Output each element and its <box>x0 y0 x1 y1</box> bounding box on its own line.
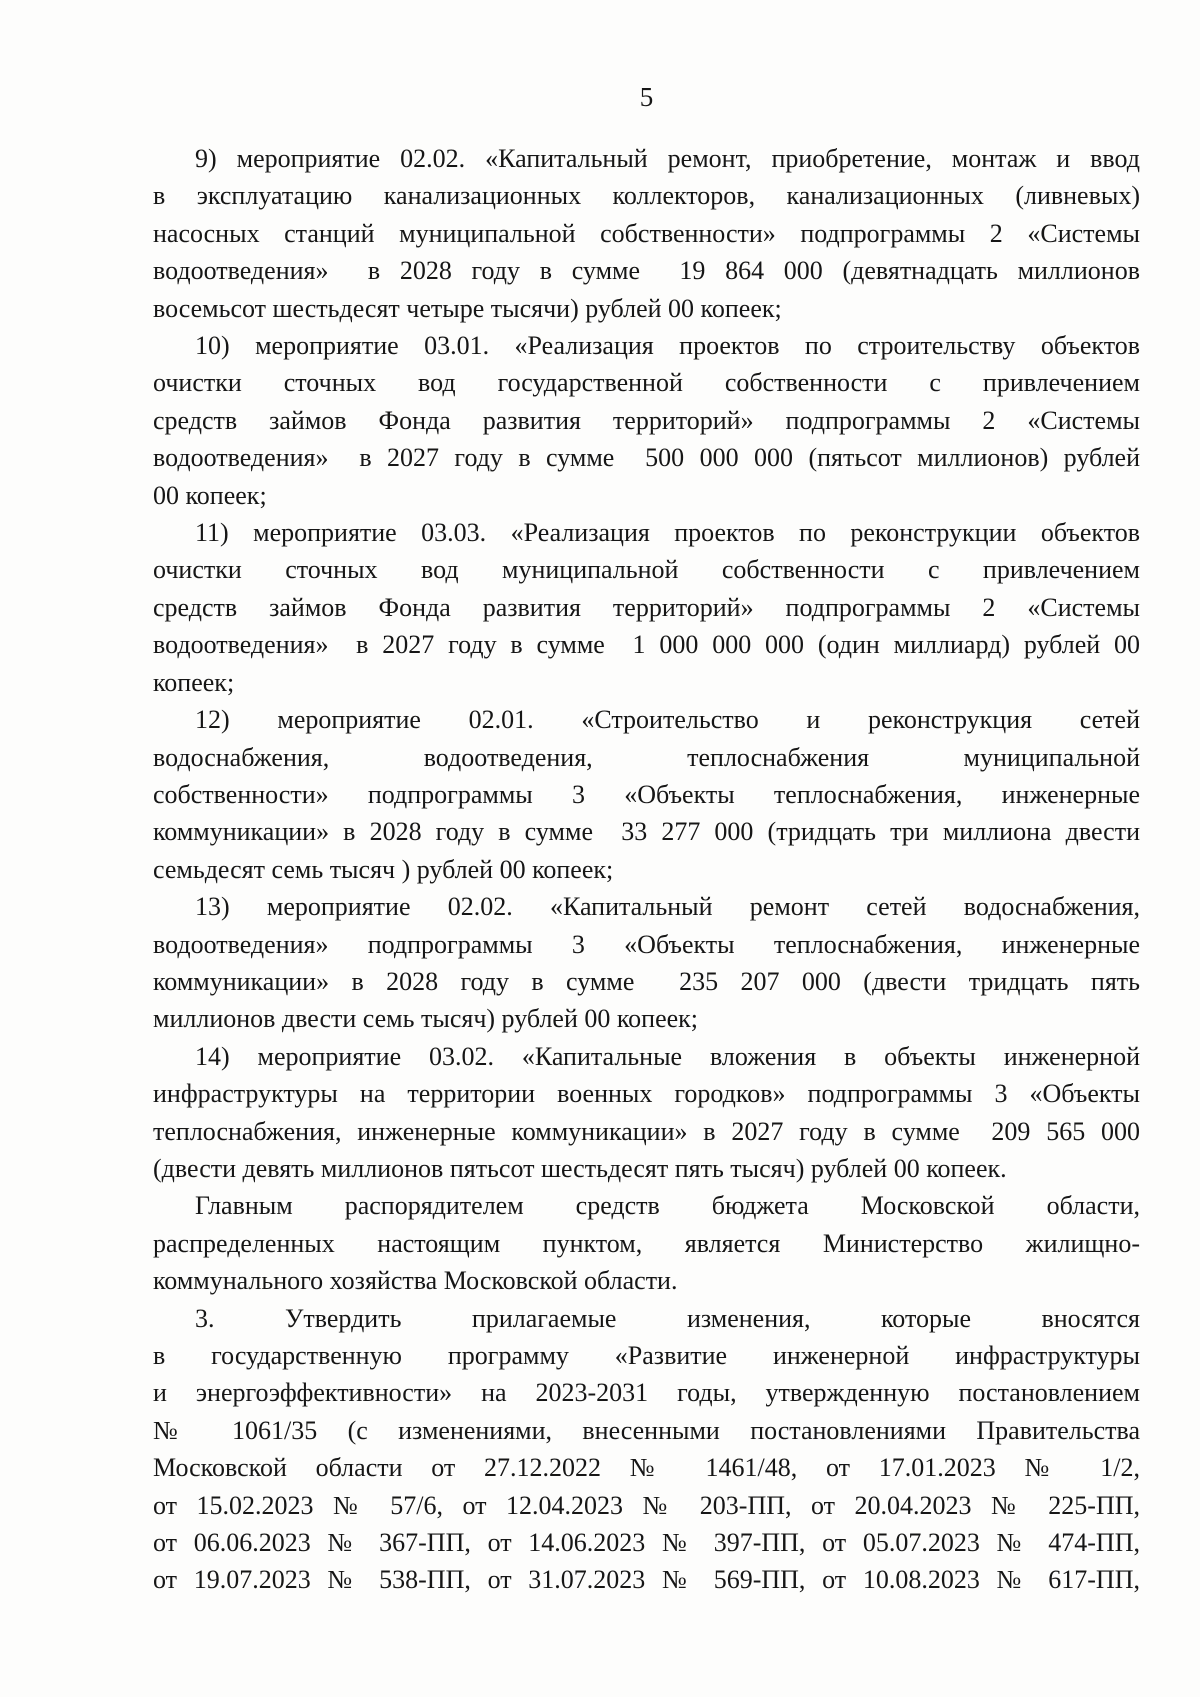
text-line: от 19.07.2023 № 538-ПП, от 31.07.2023 № 569-ПП, от 10.08.2023 № 617-ПП, <box>153 1565 1140 1595</box>
text-line: копеек; <box>153 667 235 697</box>
paragraph-item-10 <box>153 327 1140 514</box>
text-line: водоснабжения, водоотведения, теплоснабжения муниципальной <box>153 742 1140 772</box>
text-line: от 06.06.2023 № 367-ПП, от 14.06.2023 № 397-ПП, от 05.07.2023 № 474-ПП, <box>153 1528 1140 1558</box>
text-line: коммуникации» в 2028 году в сумме 33 277 000 (тридцать три миллиона двести <box>153 817 1140 847</box>
text-line: 3. Утвердить прилагаемые изменения, которые вносятся <box>195 1303 1140 1333</box>
page-number: 5 <box>639 82 654 112</box>
paragraph-item-11 <box>153 514 1140 701</box>
text-line: (двести девять миллионов пятьсот шестьдесят пять тысяч) рублей 00 копеек. <box>153 1153 1007 1183</box>
text-line: распределенных настоящим пунктом, является Министерство жилищно- <box>153 1228 1140 1258</box>
paragraph-item-9 <box>153 140 1140 327</box>
text-line: очистки сточных вод муниципальной собственности с привлечением <box>153 555 1140 585</box>
text-line: в эксплуатацию канализационных коллекторов, канализационных (ливневых) <box>153 181 1140 211</box>
paragraph-grbs-note <box>153 1187 1140 1299</box>
text-line: и энергоэффективности» на 2023-2031 годы, утвержденную постановлением <box>153 1378 1140 1408</box>
text-line: в государственную программу «Развитие инженерной инфраструктуры <box>153 1341 1140 1370</box>
text-line: 14) мероприятие 03.02. «Капитальные вложения в объекты инженерной <box>195 1041 1140 1071</box>
text-line: Московской области от 27.12.2022 № 1461/48, от 17.01.2023 № 1/2, <box>153 1453 1140 1483</box>
text-line: водоотведения» в 2027 году в сумме 500 000 000 (пятьсот миллионов) рублей <box>153 443 1140 473</box>
text-line: теплоснабжения, инженерные коммуникации» в 2027 году в сумме 209 565 000 <box>153 1116 1140 1146</box>
text-line: инфраструктуры на территории военных городков» подпрограммы 3 «Объекты <box>153 1079 1140 1109</box>
text-line: водоотведения» подпрограммы 3 «Объекты теплоснабжения, инженерные <box>153 929 1140 959</box>
text-line: средств займов Фонда развития территорий» подпрограммы 2 «Системы <box>153 405 1140 435</box>
text-line: 10) мероприятие 03.01. «Реализация проектов по строительству объектов <box>195 331 1140 361</box>
text-line: от 15.02.2023 № 57/6, от 12.04.2023 № 203-ПП, от 20.04.2023 № 225-ПП, <box>153 1490 1140 1520</box>
text-line: Главным распорядителем средств бюджета Московской области, <box>195 1191 1140 1221</box>
text-line: 12) мероприятие 02.01. «Строительство и реконструкция сетей <box>195 705 1140 735</box>
text-line: миллионов двести семь тысяч) рублей 00 копеек; <box>153 1004 699 1034</box>
text-line: 00 копеек; <box>153 480 267 510</box>
text-line: восемьсот шестьдесят четыре тысячи) рублей 00 копеек; <box>153 293 782 323</box>
text-line: 11) мероприятие 03.03. «Реализация проектов по реконструкции объектов <box>195 518 1140 548</box>
text-line: 13) мероприятие 02.02. «Капитальный ремонт сетей водоснабжения, <box>195 892 1140 922</box>
paragraph-point-3 <box>153 1300 1140 1599</box>
text-line: коммуникации» в 2028 году в сумме 235 207 000 (двести тридцать пять <box>153 966 1140 996</box>
text-line: очистки сточных вод государственной собственности с привлечением <box>153 368 1140 398</box>
text-line: коммунального хозяйства Московской области. <box>153 1266 678 1296</box>
paragraph-item-13 <box>153 888 1140 1038</box>
text-line: водоотведения» в 2027 году в сумме 1 000 000 000 (один миллиард) рублей 00 <box>153 630 1140 660</box>
text-line: семьдесят семь тысяч ) рублей 00 копеек; <box>153 854 614 884</box>
text-line: собственности» подпрограммы 3 «Объекты теплоснабжения, инженерные <box>153 779 1140 809</box>
text-line: средств займов Фонда развития территорий» подпрограммы 2 «Системы <box>153 592 1140 622</box>
text-line: водоотведения» в 2028 году в сумме 19 864 000 (девятнадцать миллионов <box>153 256 1140 286</box>
paragraph-item-12 <box>153 701 1140 888</box>
text-line: № 1061/35 (с изменениями, внесенными постановлениями Правительства <box>153 1415 1140 1445</box>
text-line: насосных станций муниципальной собственности» подпрограммы 2 «Системы <box>153 218 1140 248</box>
paragraph-item-14 <box>153 1038 1140 1188</box>
text-line: 9) мероприятие 02.02. «Капитальный ремонт, приобретение, монтаж и ввод <box>195 144 1140 173</box>
document-body <box>153 140 1140 1599</box>
